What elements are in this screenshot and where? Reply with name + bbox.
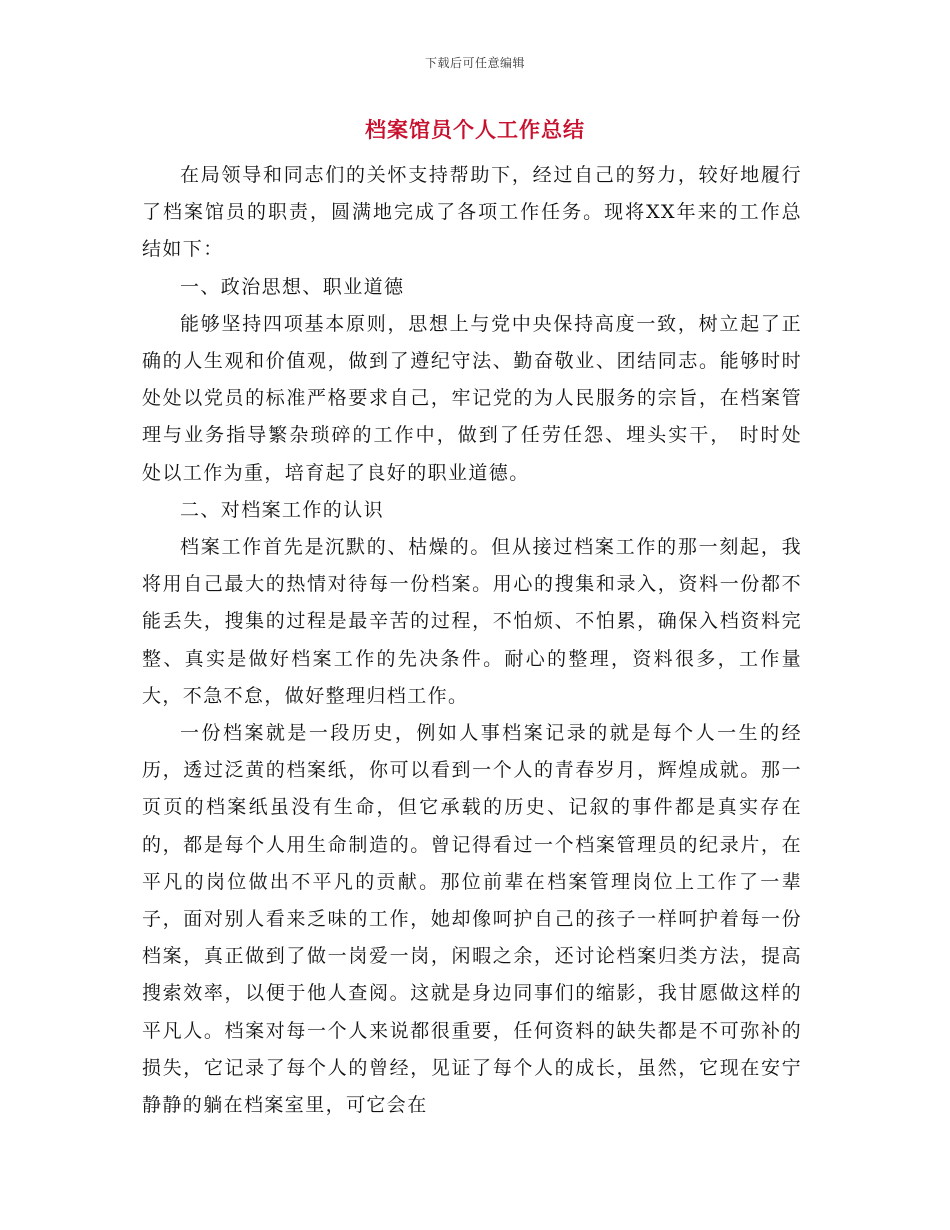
section-heading-archive-work: 二、对档案工作的认识 bbox=[180, 498, 385, 521]
history-paragraph: 一份档案就是一段历史，例如人事档案记录的就是每个人一生的经历，透过泛黄的档案纸，你可以看到一个人的青春岁月，辉煌成就。那一页页的档案纸虽没有生命，但它承载的历史、记叙的事件都是真实存在的，都是每个人用生命制造的。曾记得看过一个档案管理员的纪录片，在平凡的岗位做出不平凡的贡献。那位前辈在档案管理岗位上工作了一辈子，面对别人看来乏味的工作，她却像呵护自己的孩子一样呵护着每一份档案，真正做到了做一岗爱一岗，闲暇之余，还讨论档案归类方法，提高搜索效率，以便于他人查阅。这就是身边同事们的缩影，我甘愿做这样的平凡人。档案对每一个人来说都很重要，任何资料的缺失都是不可弥补的损失，它记录了每个人的曾经，见证了每个人的成长，虽然，它现在安宁静静的躺在档案室里，可它会在 bbox=[142, 722, 802, 1117]
archive-work-paragraph: 档案工作首先是沉默的、枯燥的。但从接过档案工作的那一刻起，我将用自己最大的热情对待每一份档案。用心的搜集和录入，资料一份都不能丢失，搜集的过程是最辛苦的过程，不怕烦、不怕累，确保入档资料完整、真实是做好档案工作的先决条件。耐心的整理，资料很多，工作量大，不急不怠，做好整理归档工作。 bbox=[142, 536, 802, 707]
header-note: 下载后可任意编辑 bbox=[424, 56, 525, 70]
document-title: 档案馆员个人工作总结 bbox=[365, 117, 585, 142]
section-heading-politics: 一、政治思想、职业道德 bbox=[180, 275, 405, 298]
document-body bbox=[142, 157, 802, 1124]
intro-paragraph: 在局领导和同志们的关怀支持帮助下，经过自己的努力，较好地履行了档案馆员的职责，圆满地完成了各项工作任务。现将XX年来的工作总结如下： bbox=[142, 164, 802, 261]
politics-paragraph: 能够坚持四项基本原则，思想上与党中央保持高度一致，树立起了正确的人生观和价值观，做到了遵纪守法、勤奋敬业、团结同志。能够时时处处以党员的标准严格要求自己，牢记党的为人民服务的宗旨，在档案管理与业务指导繁杂琐碎的工作中，做到了任劳任怨、埋头实干， 时时处处以工作为重，培育起了良好的职业道德。 bbox=[142, 312, 802, 484]
